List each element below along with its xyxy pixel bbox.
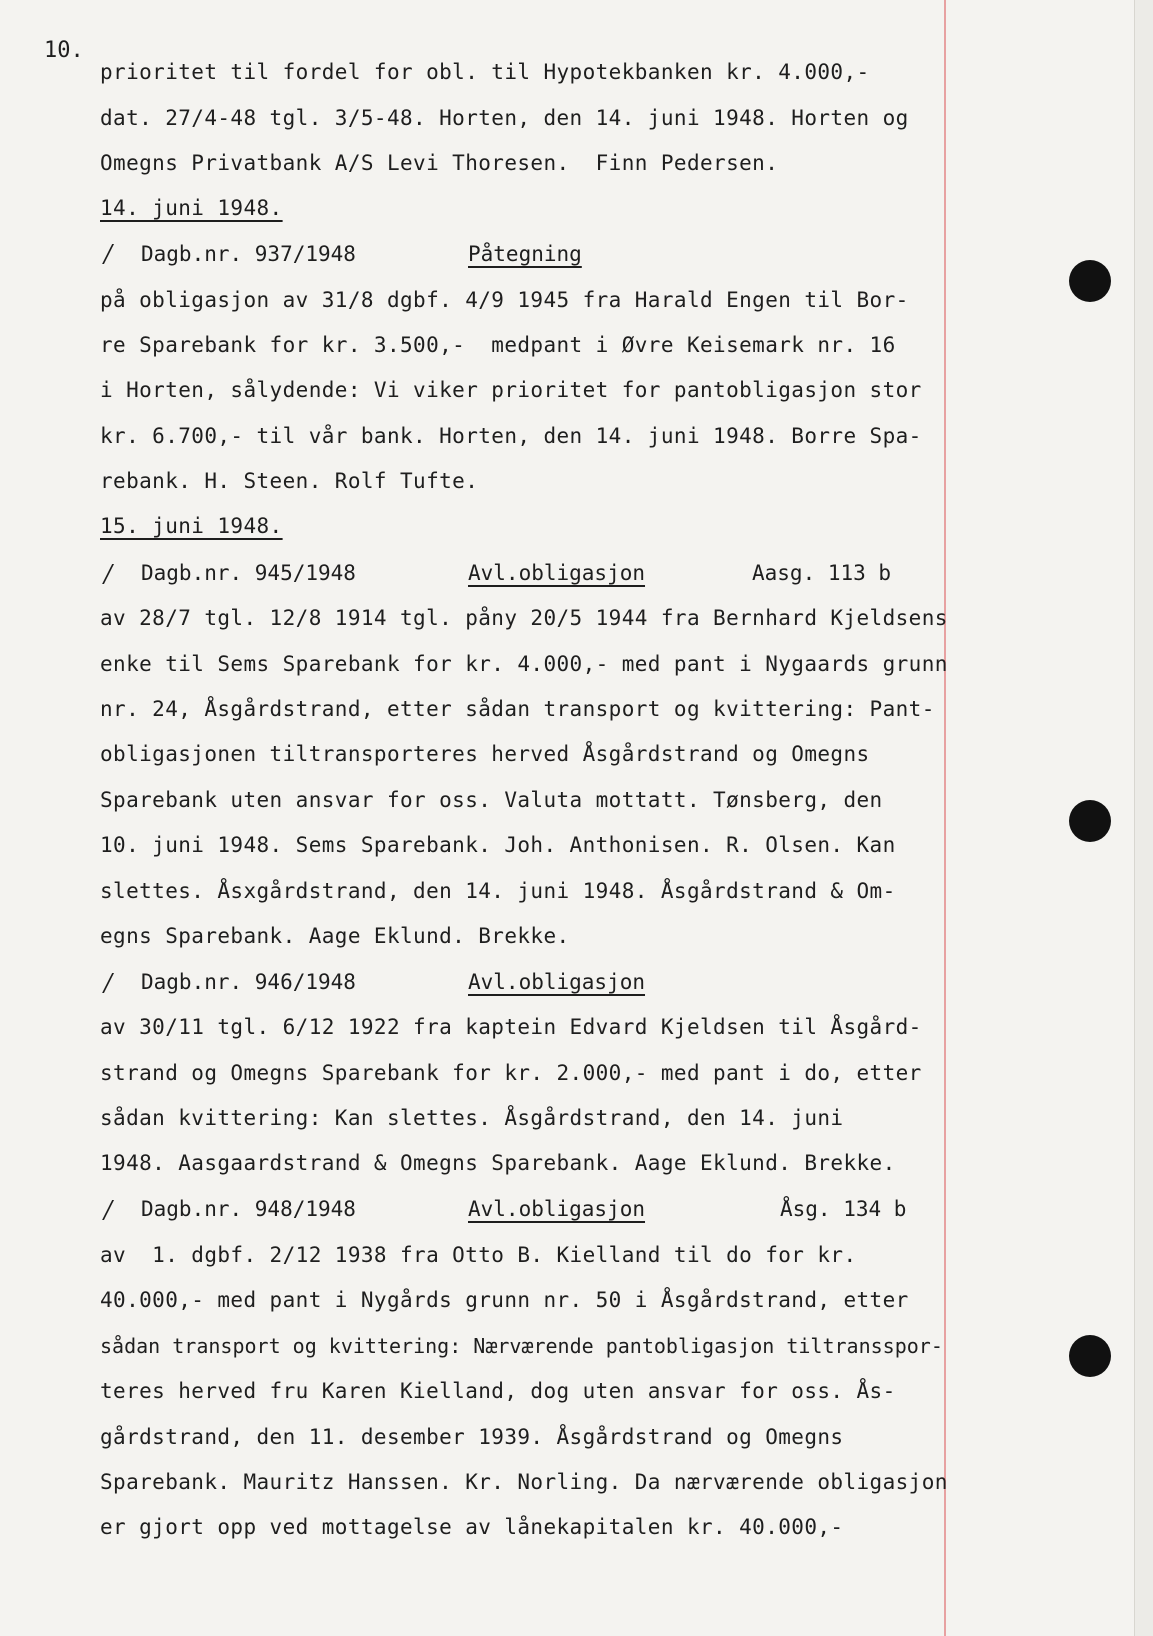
check-mark: / (104, 1196, 113, 1224)
margin-line (944, 0, 946, 1636)
dagb-number: Dagb.nr. 937/1948 (141, 242, 356, 266)
dagb-number: Dagb.nr. 946/1948 (141, 970, 356, 994)
punch-hole (1069, 260, 1111, 302)
entry-type: Påtegning (468, 242, 582, 266)
text-line: prioritet til fordel for obl. til Hypotekbanken kr. 4.000,- (100, 60, 870, 84)
text-line: egns Sparebank. Aage Eklund. Brekke. (100, 924, 570, 948)
text-line: dat. 27/4-48 tgl. 3/5-48. Horten, den 14. juni 1948. Horten og (100, 106, 909, 130)
text-line: Omegns Privatbank A/S Levi Thoresen. Finn Pedersen. (100, 151, 779, 175)
text-line: sådan kvittering: Kan slettes. Åsgårdstrand, den 14. juni (100, 1106, 844, 1130)
text-line: Sparebank uten ansvar for oss. Valuta mottatt. Tønsberg, den (100, 788, 883, 812)
date-heading: 14. juni 1948. (100, 196, 283, 220)
check-mark: / (104, 240, 113, 268)
text-line: obligasjonen tiltransporteres herved Åsgårdstrand og Omegns (100, 742, 870, 766)
reference: Aasg. 113 b (752, 561, 892, 585)
page-number: 10. (44, 38, 84, 63)
text-line: rebank. H. Steen. Rolf Tufte. (100, 469, 479, 493)
reference: Åsg. 134 b (780, 1197, 907, 1221)
text-line: sådan transport og kvittering: Nærværende pantobligasjon tiltransspor- (100, 1334, 943, 1358)
text-line: teres herved fru Karen Kielland, dog uten ansvar for oss. Ås- (100, 1379, 896, 1403)
text-line: Sparebank. Mauritz Hanssen. Kr. Norling. Da nærværende obligasjon (100, 1470, 948, 1494)
text-line: strand og Omegns Sparebank for kr. 2.000,- med pant i do, etter (100, 1061, 922, 1085)
text-line: 1948. Aasgaardstrand & Omegns Sparebank. Aage Eklund. Brekke. (100, 1151, 896, 1175)
text-line: av 1. dgbf. 2/12 1938 fra Otto B. Kielland til do for kr. (100, 1243, 857, 1267)
text-line: enke til Sems Sparebank for kr. 4.000,- med pant i Nygaards grunn (100, 652, 948, 676)
punch-hole (1069, 1335, 1111, 1377)
check-mark: / (104, 560, 113, 588)
text-line: av 28/7 tgl. 12/8 1914 tgl. påny 20/5 1944 fra Bernhard Kjeldsens (100, 606, 948, 630)
date-heading: 15. juni 1948. (100, 514, 283, 538)
entry-type: Avl.obligasjon (468, 561, 646, 585)
text-line: i Horten, sålydende: Vi viker prioritet for pantobligasjon stor (100, 378, 922, 402)
dagb-number: Dagb.nr. 948/1948 (141, 1197, 356, 1221)
entry-type: Avl.obligasjon (468, 1197, 646, 1221)
text-line: slettes. Åsxgårdstrand, den 14. juni 1948. Åsgårdstrand & Om- (100, 879, 896, 903)
punch-hole (1069, 800, 1111, 842)
text-line: 40.000,- med pant i Nygårds grunn nr. 50 i Åsgårdstrand, etter (100, 1288, 909, 1312)
text-line: gårdstrand, den 11. desember 1939. Åsgårdstrand og Omegns (100, 1425, 844, 1449)
text-line: nr. 24, Åsgårdstrand, etter sådan transport og kvittering: Pant- (100, 697, 935, 721)
text-line: 10. juni 1948. Sems Sparebank. Joh. Anthonisen. R. Olsen. Kan (100, 833, 896, 857)
page-edge (1134, 0, 1153, 1636)
text-line: kr. 6.700,- til vår bank. Horten, den 14. juni 1948. Borre Spa- (100, 424, 922, 448)
text-line: på obligasjon av 31/8 dgbf. 4/9 1945 fra Harald Engen til Bor- (100, 288, 909, 312)
text-line: av 30/11 tgl. 6/12 1922 fra kaptein Edvard Kjeldsen til Åsgård- (100, 1015, 922, 1039)
check-mark: / (104, 969, 113, 997)
dagb-number: Dagb.nr. 945/1948 (141, 561, 356, 585)
entry-type: Avl.obligasjon (468, 970, 646, 994)
text-line: er gjort opp ved mottagelse av lånekapitalen kr. 40.000,- (100, 1515, 844, 1539)
text-line: re Sparebank for kr. 3.500,- medpant i Øvre Keisemark nr. 16 (100, 333, 896, 357)
